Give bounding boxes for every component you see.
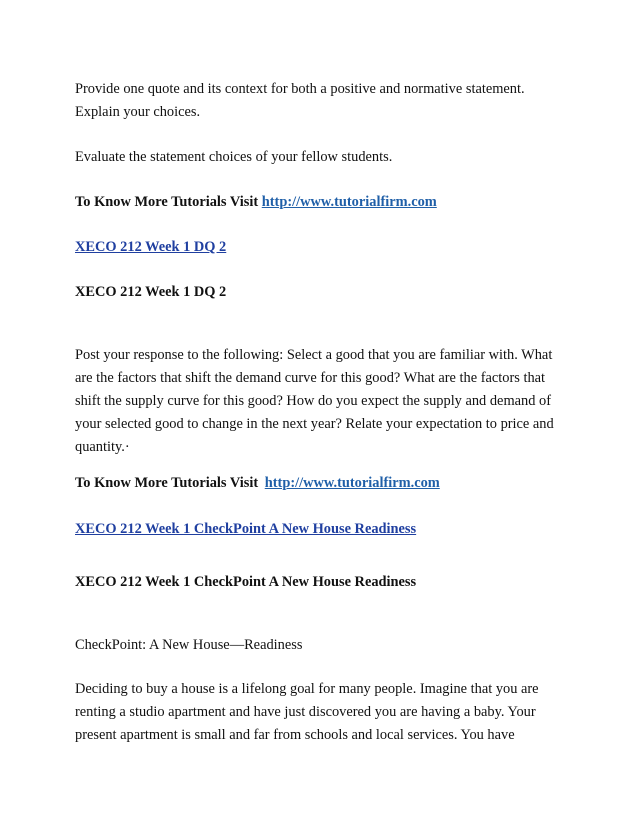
paragraph-instructions-line: Provide one quote and its context for both a positive and normative statement. xyxy=(75,81,525,97)
paragraph-question-line: quantity.· xyxy=(75,439,130,455)
paragraph-house-line: present apartment is small and far from schools and local services. You have xyxy=(75,727,515,743)
paragraph-question-line: are the factors that shift the demand curve for this good? What are the factors that xyxy=(75,370,546,386)
tutorialfirm-link[interactable]: http://www.tutorialfirm.com xyxy=(261,194,437,210)
tutorial-promo-label: To Know More Tutorials Visit xyxy=(75,194,259,210)
xeco-dq2-link[interactable]: XECO 212 Week 1 DQ 2 xyxy=(75,239,227,255)
tutorial-promo-label: To Know More Tutorials Visit xyxy=(75,475,259,491)
paragraph-question-line: your selected good to change in the next year? Relate your expectation to price and xyxy=(75,416,554,432)
tutorial-promo-2 xyxy=(75,474,440,492)
tutorialfirm-link[interactable]: http://www.tutorialfirm.com xyxy=(264,475,440,491)
paragraph-instructions-line: Explain your choices. xyxy=(75,104,201,120)
xeco-checkpoint-heading: XECO 212 Week 1 CheckPoint A New House Readiness xyxy=(75,574,417,590)
paragraph-house-line: Deciding to buy a house is a lifelong goal for many people. Imagine that you are xyxy=(75,681,539,697)
tutorial-promo-1 xyxy=(75,193,437,211)
paragraph-house-line: renting a studio apartment and have just discovered you are having a baby. Your xyxy=(75,704,536,720)
paragraph-question-line: shift the supply curve for this good? How do you expect the supply and demand of xyxy=(75,393,551,409)
xeco-dq2-heading: XECO 212 Week 1 DQ 2 xyxy=(75,284,227,300)
paragraph-question-line: Post your response to the following: Select a good that you are familiar with. What xyxy=(75,347,553,363)
xeco-checkpoint-link[interactable]: XECO 212 Week 1 CheckPoint A New House Readiness xyxy=(75,521,417,537)
paragraph-evaluate: Evaluate the statement choices of your fellow students. xyxy=(75,149,393,165)
checkpoint-title: CheckPoint: A New House—Readiness xyxy=(75,637,303,653)
